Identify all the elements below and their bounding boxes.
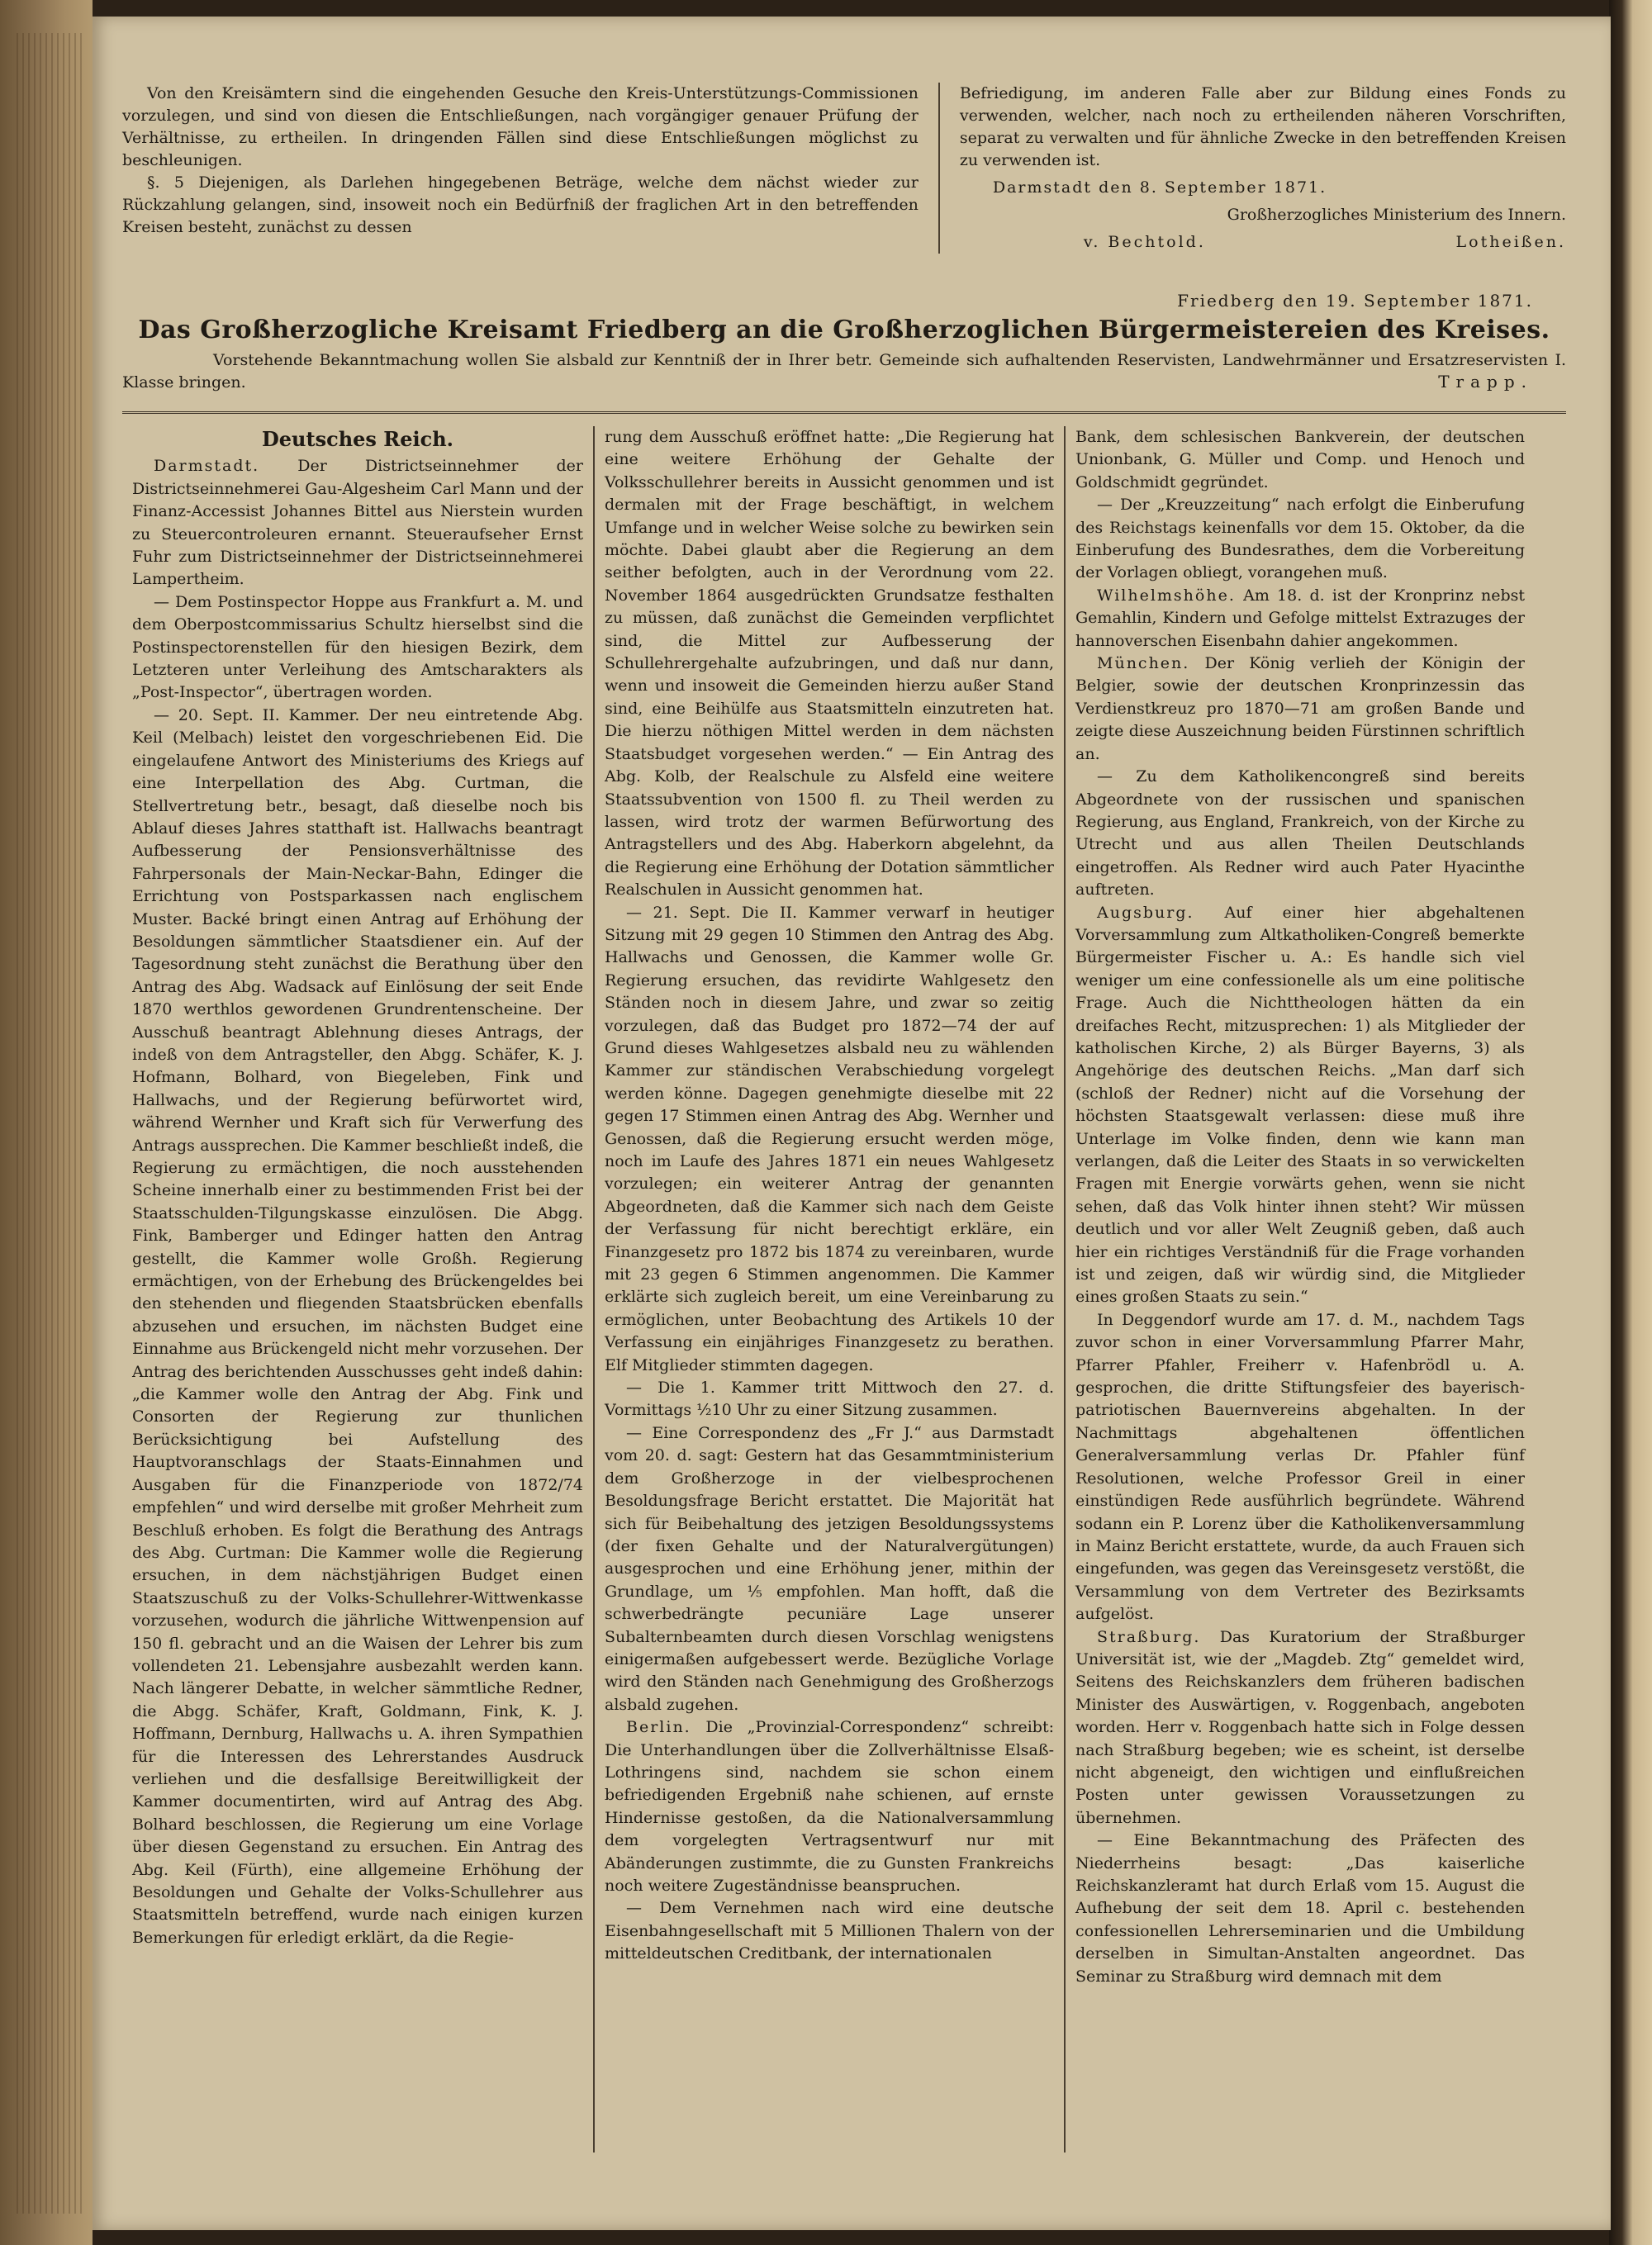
notice-body: Vorstehende Bekanntmachung wollen Sie alsbald zur Kenntniß der in Ihrer betr. Gemeinde sich aufhaltenden Reservisten, Landwehrmänner und Ersatzreservisten I. Klasse bringen. bbox=[122, 351, 1566, 392]
paragraph-text: Am 18. d. ist der Kronprinz nebst Gemahlin, Kindern und Gefolge mittelst Extrazuges der hannoverschen Eisenbahn dahier angekommen. bbox=[1075, 586, 1525, 650]
news-paragraph bbox=[1075, 902, 1525, 1309]
paragraph-text: rung dem Ausschuß eröffnet hatte: „Die Regierung hat eine weitere Erhöhung der Gehalte der Volksschullehrer bereits in Aussicht genommen und ist dermalen mit der Frage beschäftigt, in welchem Umfange und in welcher Weise solche zu bewirken sein möchte. Dabei glaubt aber die Regierung an dem seither befolgten, auch in der Verordnung vom 22. November 1864 ausgedrückten Grundsatze festhalten zu müssen, daß zunächst die Gemeinden verpflichtet sind, die Mittel zur Aufbesserung der Schullehrergehalte aufzubringen, und daß nur dann, wenn und insoweit die Gemeinden hierzu außer Stand sind, eine Beihülfe aus Staatsmitteln einzutreten hat. Die hierzu nöthigen Mittel werden in dem nächsten Staatsbudget vorgesehen werden.“ — Ein Antrag des Abg. Kolb, der Realschule zu Alsfeld eine weitere Staatssubvention von 1500 fl. zu Theil werden zu lassen, wird trotz der warmen Befürwortung des Antragstellers und des Abg. Haberkorn abgelehnt, da die Regierung eine Erhöhung der Dotation sämmtlicher Realschulen in Aussicht genommen hat. bbox=[605, 428, 1054, 899]
ordinance-signatories bbox=[960, 231, 1566, 254]
ordinance-ministry: Großherzogliches Ministerium des Innern. bbox=[1227, 206, 1566, 224]
news-paragraph bbox=[1075, 494, 1525, 585]
ordinance-left-column bbox=[122, 83, 940, 254]
news-paragraph bbox=[132, 455, 583, 591]
paragraph-text: Bank, dem schlesischen Bankverein, der deutschen Unionbank, G. Müller und Comp. und Henoch und Goldschmidt gegründet. bbox=[1075, 428, 1525, 491]
section-title: Deutsches Reich. bbox=[261, 427, 454, 451]
news-paragraph bbox=[605, 902, 1054, 1378]
news-paragraph bbox=[605, 1897, 1054, 1965]
notice-title: Das Großherzogliche Kreisamt Friedberg an die Großherzoglichen Bürgermeistereien des Kreises. bbox=[138, 316, 1550, 344]
paragraph-text: Auf einer hier abgehaltenen Vorversammlung zum Altkatholiken-Congreß bemerkte Bürgermeister Fischer u. A.: Es handle sich viel weniger um eine confessionelle als um eine politische Frage. Auch die Nichttheologen hätten da ein dreifaches Recht, mitzusprechen: 1) als Mitglieder der katholischen Kirche, 2) als Bürger Bayerns, 3) als Angehörige des deutschen Reichs. „Man darf sich (schloß der Redner) nicht auf die Vorsehung der höchsten Staatsgewalt verlassen: diese muß ihre Unterlage im Volke finden, denn wie kann man verlangen, daß die Leiter des Staats in so verwickelten Fragen mit Energie vorwärts gehen, wenn sie nicht sehen, daß das Volk hinter ihnen steht? Wir müssen deutlich und vor aller Welt Zeugniß geben, daß auch hier ein richtiges Verständniß für die Frage vorhanden ist und zeigen, daß wir würdig sind, die Mitglieder eines großen Staats zu sein.“ bbox=[1075, 903, 1525, 1307]
paragraph-text: — Dem Postinspector Hoppe aus Frankfurt a. M. und dem Oberpostcommissarius Schultz hierselbst sind die Postinspectorenstellen für den hiesigen Bezirk, dem Letzteren unter Verleihung des Amtscharakters als „Post-Inspector“, übertragen worden. bbox=[132, 592, 583, 702]
news-column-3 bbox=[1064, 426, 1535, 2152]
signatory-name: v. Bechtold. bbox=[1083, 233, 1206, 251]
news-paragraph bbox=[1075, 653, 1525, 766]
newspaper-page bbox=[93, 17, 1611, 2230]
paragraph-text: — Dem Vernehmen nach wird eine deutsche Eisenbahngesellschaft mit 5 Millionen Thalern von der mitteldeutschen Creditbank, der internationalen bbox=[605, 1899, 1054, 1963]
dateline-place: München. bbox=[1097, 654, 1190, 673]
news-paragraph bbox=[1075, 426, 1525, 494]
ordinance-paragraph: §. 5 Diejenigen, als Darlehen hingegebenen Beträge, welche dem nächst wieder zur Rückzahlung gelangen, sind, insoweit noch ein Bedürfniß der fraglichen Art in den betreffenden Kreisen besteht, zunächst zu dessen bbox=[122, 173, 919, 236]
paragraph-text: In Deggendorf wurde am 17. d. M., nachdem Tags zuvor schon in einer Vorversammlung Pfarrer Mahr, Pfarrer Pfahler, Freiherr v. Hafenbrödl u. A. gesprochen, die dritte Stiftungsfeier des bayerisch-patriotischen Bauernvereins abgehalten. In der Nachmittags abgehaltenen öffentlichen Generalversammlung verlas Dr. Pfahler fünf Resolutionen, welche Professor Greil in einer einstündigen Rede ausführlich begründete. Während sodann ein P. Lorenz über die Katholikenversammlung in Mainz Bericht erstattete, wurde, da auch Frauen sich eingefunden, was gegen das Vereinsgesetz verstößt, die Versammlung von dem Vertreter des Bezirksamts aufgelöst. bbox=[1075, 1310, 1525, 1624]
ordinance-continuation bbox=[122, 83, 1566, 254]
section-divider bbox=[122, 411, 1566, 414]
news-columns bbox=[122, 426, 1566, 2152]
paragraph-text: Das Kuratorium der Straßburger Universität ist, wie der „Magdeb. Ztg“ gemeldet wird, Seitens des Reichskanzlers dem früheren badischen Minister des Auswärtigen, v. Roggenbach, angeboten worden. Herr v. Roggenbach hatte sich in Folge dessen nach Straßburg begeben; wie es scheint, ist derselbe nicht abgeneigt, den wichtigen und einflußreichen Posten unter gewissen Voraussetzungen zu übernehmen. bbox=[1075, 1627, 1525, 1827]
ordinance-right-column bbox=[940, 83, 1566, 254]
next-page-edge bbox=[1609, 0, 1652, 2245]
paragraph-text: — Der „Kreuzzeitung“ nach erfolgt die Einberufung des Reichstags keinenfalls vor dem 15. Oktober, da die Einberufung des Bundesrathes, dem die Vorbereitung der Vorlagen obliegt, vorangehen muß. bbox=[1075, 496, 1525, 582]
news-paragraph bbox=[1075, 766, 1525, 901]
news-paragraph bbox=[605, 1716, 1054, 1897]
dateline-place: Augsburg. bbox=[1097, 903, 1194, 922]
news-paragraph bbox=[605, 1422, 1054, 1716]
news-column-2 bbox=[593, 426, 1064, 2152]
paragraph-text: Die „Provinzial-Correspondenz“ schreibt: Die Unterhandlungen über die Zollverhältnisse Elsaß-Lothringens sind, nachdem sie schon einem befriedigenden Ergebniß nahe schienen, auf ernste Hindernisse gestoßen, da die Nationalversammlung dem vorgelegten Vertragsentwurf nur mit Abänderungen zustimmte, die zu Gunsten Frankreichs noch weitere Zugeständnisse beanspruchen. bbox=[605, 1718, 1054, 1895]
news-paragraph bbox=[132, 705, 583, 1949]
paragraph-text: — Eine Bekanntmachung des Präfecten des Niederrheins besagt: „Das kaiserliche Reichskanzleramt hat durch Erlaß vom 15. August die Aufhebung der seit dem 18. April c. bestehenden confessionellen Lehrerseminarien und die Umbildung derselben in Simultan-Anstalten angeordnet. Das Seminar zu Straßburg wird demnach mit dem bbox=[1075, 1831, 1525, 1986]
paragraph-text: — Eine Correspondenz des „Fr J.“ aus Darmstadt vom 20. d. sagt: Gestern hat das Gesammtministerium dem Großherzoge in der vielbesprochenen Besoldungsfrage Bericht erstattet. Die Majorität hat sich für Beibehaltung des jetzigen Besoldungssystems (der fixen Gehalte und der Naturalvergütungen) ausgesprochen und eine Erhöhung jener, mithin der Grundlage, um ⅕ empfohlen. Man hofft, daß die schwerbedrängte pecuniäre Lage unserer Subalternbeamten durch diesen Vorschlag wenigstens einigermaßen aufgebessert werde. Bezügliche Vorlage wird den Ständen nach Genehmigung des Großherzogs alsbald zugehen. bbox=[605, 1423, 1054, 1714]
dateline-place: Straßburg. bbox=[1097, 1627, 1201, 1646]
news-paragraph bbox=[605, 426, 1054, 902]
dateline-place: Wilhelmshöhe. bbox=[1097, 586, 1236, 605]
dateline-place: Darmstadt. bbox=[154, 457, 260, 476]
paragraph-text: — 20. Sept. II. Kammer. Der neu eintretende Abg. Keil (Melbach) leistet den vorgeschriebenen Eid. Die eingelaufene Antwort des Ministeriums des Kriegs auf eine Interpellation des Abg. Curtman, die Stellvertretung betr., besagt, daß dieselbe noch bis Ablauf dieses Jahres statthaft ist. Hallwachs beantragt Aufbesserung der Pensionsverhältnisse des Fahrpersonals der Main-Neckar-Bahn, Edinger die Errichtung von Postsparkassen nach englischem Muster. Backé bringt einen Antrag auf Erhöhung der Besoldungen sämmtlicher Staatsdiener ein. Auf der Tagesordnung steht zunächst die Berathung über den Antrag des Abg. Wadsack auf Einlösung der seit Ende 1870 werthlos gewordenen Grundrentenscheine. Der Ausschuß beantragt Ablehnung dieses Antrags, der indeß von dem Antragsteller, den Abgg. Schäfer, K. J. Hofmann, Bolhard, von Biegeleben, Fink und Hallwachs, und der Regierung befürwortet wird, während Wernher und Kraft sich für Verwerfung des Antrags aussprechen. Die Kammer beschließt indeß, die Regierung zu ermächtigen, die noch ausstehenden Scheine innerhalb einer zu bestimmenden Frist bei der Staatsschulden-Tilgungskasse einzulösen. Die Abgg. Fink, Bamberger und Edinger hatten den Antrag gestellt, die Kammer wolle Großh. Regierung ermächtigen, von der Erhebung des Brückengeldes bei den stehenden und fliegenden Staatsbrücken ebenfalls abzusehen und ersuchen, im nächsten Budget eine Einnahme aus Brückengeld nicht mehr vorzusehen. Der Antrag des berichtenden Ausschusses geht indeß dahin: „die Kammer wolle den Antrag der Abg. Fink und Consorten der Regierung zur thunlichen Berücksichtigung bei Aufstellung des Hauptvoranschlags der Staats-Einnahmen und Ausgaben für die Finanzperiode von 1872/74 empfehlen“ und wird derselbe mit großer Mehrheit zum Beschluß erhoben. Es folgt die Berathung des Antrags des Abg. Curtman: Die Kammer wolle die Regierung ersuchen, in dem nächstjährigen Budget einen Staatszuschuß zu der Volks-Schullehrer-Wittwenkasse vorzusehen, wodurch die jährliche Wittwenpension auf 150 fl. gebracht und an die Waisen der Lehrer bis zum vollendeten 21. Lebensjahre ausbezahlt werden kann. Nach längerer Debatte, in welcher sämmtliche Redner, die Abgg. Schäfer, Kraft, Goldmann, Fink, K. J. Hoffmann, Dernburg, Hallwachs u. A. ihren Sympathien für die Interessen des Lehrerstandes Ausdruck verliehen und die desfallsige Bereitwilligkeit der Kammer documentirten, wird auf Antrag des Abg. Bolhard beschlossen, die Regierung um eine Vorlage über diesen Gegenstand zu ersuchen. Ein Antrag des Abg. Keil (Fürth), eine allgemeine Erhöhung der Besoldungen und Gehalte der Volks-Schullehrer aus Staatsmitteln betreffend, wurde nach einigen kurzen Bemerkungen für erledigt erklärt, da die Regie- bbox=[132, 705, 583, 1947]
ordinance-place-date: Darmstadt den 8. September 1871. bbox=[992, 178, 1327, 197]
book-spine bbox=[0, 0, 93, 2245]
paragraph-text: — Zu dem Katholikencongreß sind bereits Abgeordnete von der russischen und spanischen Regierung, aus England, Frankreich, von der Kirche zu Utrecht und aus allen Theilen Deutschlands eingetroffen. Als Redner wird auch Pater Hyacinthe auftreten. bbox=[1075, 767, 1525, 899]
paragraph-text: — 21. Sept. Die II. Kammer verwarf in heutiger Sitzung mit 29 gegen 10 Stimmen den Antrag des Abg. Hallwachs und Genossen, die Kammer wolle Gr. Regierung ersuchen, das revidirte Wahlgesetz den Ständen noch in diesem Jahre, und zwar so zeitig vorzulegen, daß das Budget pro 1872—74 der auf Grund dieses Wahlgesetzes alsbald neu zu wählenden Kammer zur ständischen Verabschiedung vorgelegt werden könne. Dagegen genehmigte dieselbe mit 22 gegen 17 Stimmen einen Antrag des Abg. Wernher und Genossen, daß die Regierung ersucht werden möge, noch im Laufe des Jahres 1871 ein neues Wahlgesetz vorzulegen; ein weiterer Antrag der genannten Abgeordneten, daß die Kammer sich nach dem Geiste der Verfassung für nicht berechtigt erkläre, ein Finanzgesetz pro 1872 bis 1874 zu vereinbaren, wurde mit 23 gegen 6 Stimmen angenommen. Die Kammer erklärte sich zugleich bereit, um eine Vereinbarung zu ermöglichen, unter Beobachtung des Artikels 10 der Verfassung ein einjähriges Finanzgesetz zu berathen. Elf Mitglieder stimmten dagegen. bbox=[605, 903, 1054, 1374]
paragraph-text: Der Districtseinnehmer der Districtseinnehmerei Gau-Algesheim Carl Mann und der Finanz-Accessist Johannes Bittel aus Nierstein wurden zu Steuercontroleuren ernannt. Steueraufseher Ernst Fuhr zum Districtseinnehmer der Districtseinnehmerei Lampertheim. bbox=[132, 457, 583, 589]
news-paragraph bbox=[1075, 1309, 1525, 1626]
paragraph-text: Der König verlieh der Königin der Belgier, sowie der deutschen Kronprinzessin das Verdienstkreuz pro 1870—71 am großen Bande und zeigte diese Auszeichnung beiden Fürstinnen schriftlich an. bbox=[1075, 654, 1525, 763]
notice-signature: Trapp. bbox=[1438, 372, 1533, 392]
ordinance-paragraph: Von den Kreisämtern sind die eingehenden Gesuche den Kreis-Unterstützungs-Commissionen vorzulegen, und sind von diesen die Entschließungen, nach vorgängiger genauer Prüfung der Verhältnisse, zu ertheilen. In dringenden Fällen sind diese Entschließungen möglichst zu beschleunigen. bbox=[122, 84, 919, 169]
news-paragraph bbox=[132, 591, 583, 705]
news-paragraph bbox=[1075, 1626, 1525, 1830]
paragraph-text: — Die 1. Kammer tritt Mittwoch den 27. d. Vormittags ½10 Uhr zu einer Sitzung zusammen. bbox=[605, 1379, 1054, 1420]
news-column-1 bbox=[122, 426, 593, 2152]
notice-date: Friedberg den 19. September 1871. bbox=[1177, 291, 1533, 311]
signatory-name: Lotheißen. bbox=[1455, 233, 1566, 251]
ordinance-paragraph: Befriedigung, im anderen Falle aber zur Bildung eines Fonds zu verwenden, welcher, nach noch zu ertheilenden näheren Vorschriften, separat zu verwalten und für ähnliche Zwecke in den betreffenden Kreisen zu verwenden ist. bbox=[959, 84, 1566, 169]
dateline-place: Berlin. bbox=[626, 1718, 691, 1737]
spine-texture bbox=[17, 33, 83, 2214]
news-paragraph bbox=[605, 1377, 1054, 1422]
news-paragraph bbox=[1075, 1830, 1525, 1988]
kreisamt-notice bbox=[122, 291, 1566, 392]
news-paragraph bbox=[1075, 585, 1525, 653]
